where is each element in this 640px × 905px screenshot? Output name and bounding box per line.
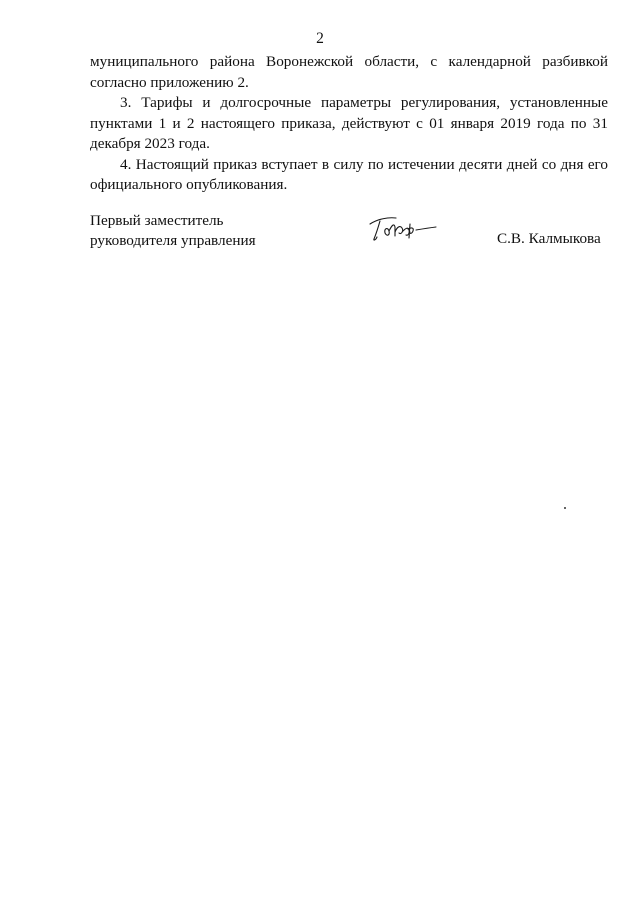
handwritten-signature — [364, 208, 442, 248]
paragraph-continuation: муниципального района Воронежской области, с календарной разбивкой согласно приложению 2. — [90, 53, 608, 91]
signer-name: С.В. Калмыкова — [497, 230, 601, 247]
scan-speck — [564, 507, 566, 509]
document-body — [90, 52, 608, 196]
paragraph-entry-into-force: 4. Настоящий приказ вступает в силу по истечении десяти дней со дня его официального опубликования. — [90, 155, 608, 193]
signer-position-line-1: Первый заместитель — [90, 212, 224, 229]
signer-position — [90, 211, 256, 250]
signer-position-line-2: руководителя управления — [90, 231, 256, 249]
paragraph-tariffs-validity: 3. Тарифы и долгосрочные параметры регулирования, установленные пунктами 1 и 2 настоящего приказа, действуют с 01 января 2019 года по 31 декабря 2023 года. — [90, 94, 608, 152]
page-number: 2 — [316, 30, 324, 47]
